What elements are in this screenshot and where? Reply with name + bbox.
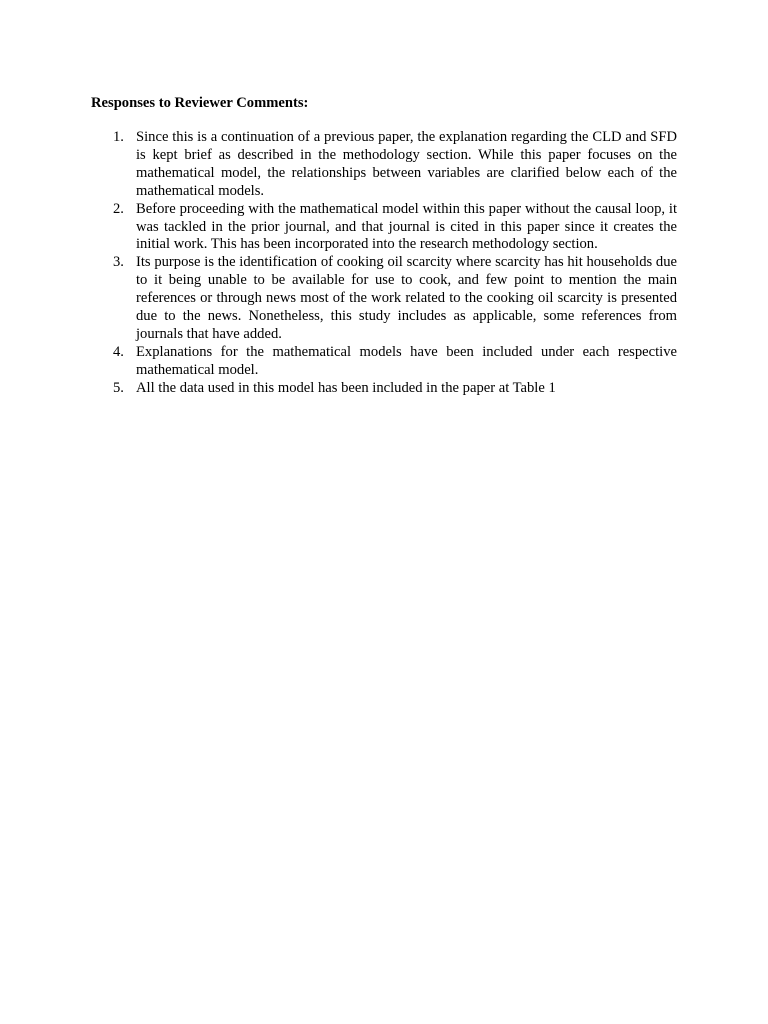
response-item-3 — [91, 254, 677, 344]
response-item-1 — [91, 129, 677, 201]
response-item-2 — [91, 201, 677, 255]
response-number: 4. — [113, 343, 124, 360]
response-item-5 — [91, 380, 677, 398]
response-text: Since this is a continuation of a previous paper, the explanation regarding the CLD and SFD is kept brief as described in the methodology section. While this paper focuses on the mathematical model, the relationships between variables are clarified below each of the mathematical models. — [136, 129, 677, 199]
response-number: 2. — [113, 200, 124, 217]
response-text: All the data used in this model has been included in the paper at Table 1 — [136, 379, 556, 396]
response-number: 5. — [113, 379, 124, 396]
response-number: 3. — [113, 254, 124, 271]
response-item-4 — [91, 344, 677, 380]
response-text: Its purpose is the identification of cooking oil scarcity where scarcity has hit households due to it being unable to be available for use to cook, and few point to mention the main references or through news most of the work related to the cooking oil scarcity is presented due to the news. Nonetheless, this study includes as applicable, some references from journals that have added. — [136, 254, 677, 342]
response-text: Before proceeding with the mathematical model within this paper without the causal loop, it was tackled in the prior journal, and that journal is cited in this paper since it creates the initial work. This has been incorporated into the research methodology section. — [136, 200, 677, 253]
response-text: Explanations for the mathematical models have been included under each respective mathematical model. — [136, 343, 677, 378]
response-number: 1. — [113, 129, 124, 145]
document-heading: Responses to Reviewer Comments: — [91, 95, 309, 111]
response-list — [91, 129, 677, 398]
